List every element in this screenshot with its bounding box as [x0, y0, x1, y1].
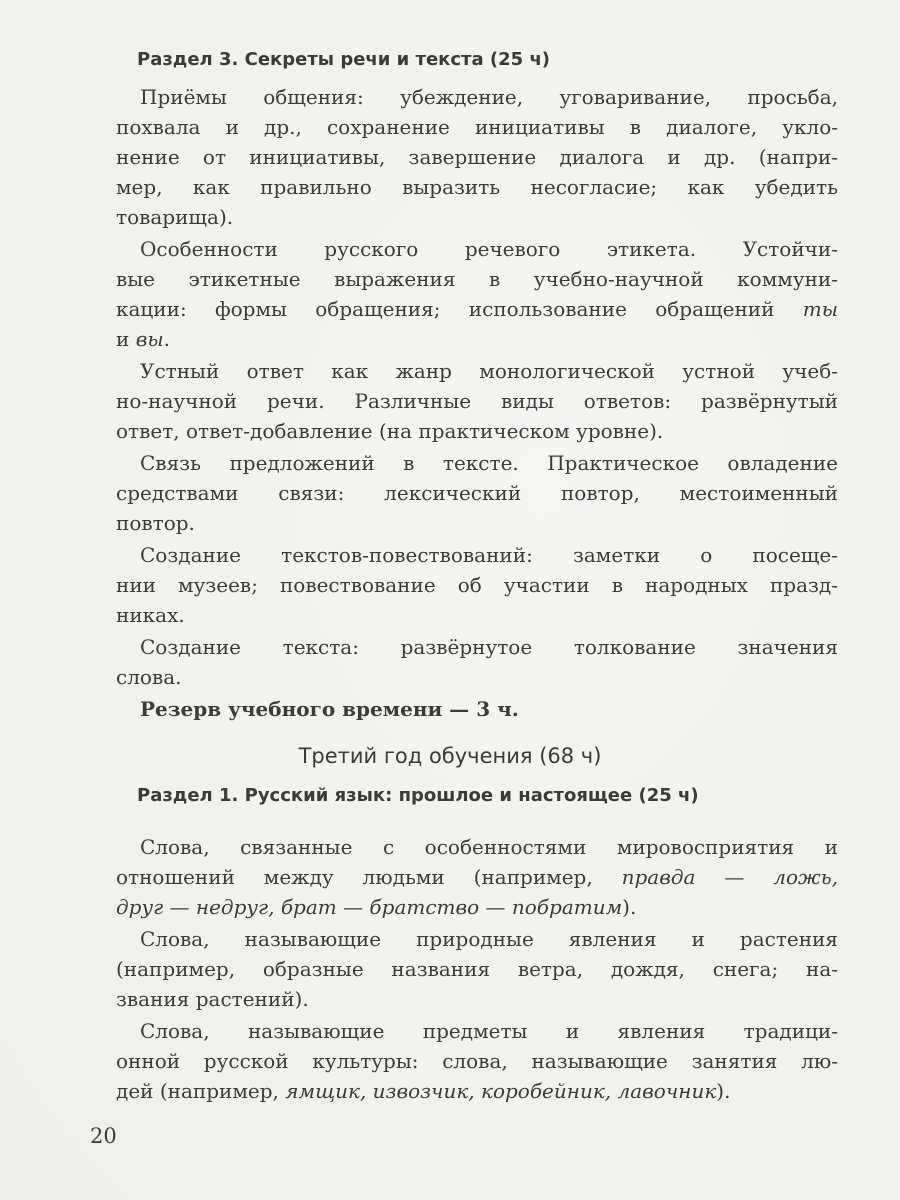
text-segment: отношений между людьми (например, [116, 865, 622, 889]
text-segment: Создание текста: развёрнутое толкование значения [140, 635, 838, 659]
text-line [116, 1076, 838, 1106]
text-segment: кации: формы обращения; использование обращений [116, 297, 803, 321]
text-segment: и [116, 327, 136, 351]
text-segment: средствами связи: лексический повтор, местоименный [116, 481, 838, 505]
paragraph [116, 832, 838, 922]
italic-example: ямщик, извозчик, коробейник, лавочник [285, 1079, 717, 1103]
text-segment: похвала и др., сохранение инициативы в диалоге, укло- [116, 115, 838, 139]
text-line [116, 82, 838, 112]
text-line [116, 600, 838, 630]
italic-example: вы [135, 327, 164, 351]
section-3-heading: Раздел 3. Секреты речи и текста (25 ч) [137, 49, 551, 70]
text-line [116, 294, 838, 324]
text-line [116, 892, 838, 922]
paragraph [116, 82, 838, 232]
text-segment: нии музеев; повествование об участии в народных празд- [116, 573, 838, 597]
text-segment: звания растений). [116, 987, 309, 1011]
text-line [116, 662, 838, 692]
text-line [116, 570, 838, 600]
text-line [116, 540, 838, 570]
text-segment: (например, образные названия ветра, дождя, снега; на- [116, 957, 838, 981]
text-segment: ). [716, 1079, 731, 1103]
paragraph [116, 356, 838, 446]
paragraph [116, 540, 838, 630]
text-line [116, 508, 838, 538]
text-segment: дей (например, [116, 1079, 286, 1103]
text-line [116, 202, 838, 232]
paragraph [116, 1016, 838, 1106]
text-segment: ответ, ответ-добавление (на практическом уровне). [116, 419, 664, 443]
text-line [116, 324, 838, 354]
text-segment: ). [622, 895, 637, 919]
text-segment: Создание текстов-повествований: заметки о посеще- [140, 543, 838, 567]
text-segment: Особенности русского речевого этикета. Устойчи- [140, 237, 838, 261]
text-line [116, 416, 838, 446]
page-number: 20 [90, 1124, 117, 1148]
text-line [116, 1046, 838, 1076]
text-line [116, 448, 838, 478]
text-segment: вые этикетные выражения в учебно-научной коммуни- [116, 267, 838, 291]
text-segment: слова. [116, 665, 182, 689]
section-3-body [116, 82, 838, 724]
text-line [116, 984, 838, 1014]
text-line [116, 862, 838, 892]
text-segment: нение от инициативы, завершение диалога и др. (напри- [116, 145, 838, 169]
italic-example: ты [802, 297, 838, 321]
text-segment: онной русской культуры: слова, называющие занятия лю- [116, 1049, 838, 1073]
text-segment: но-научной речи. Различные виды ответов: развёрнутый [116, 389, 838, 413]
text-segment: Устный ответ как жанр монологической устной учеб- [140, 359, 838, 383]
text-line [116, 478, 838, 508]
text-line [116, 234, 838, 264]
italic-example: правда — ложь, [621, 865, 838, 889]
text-line [116, 1016, 838, 1046]
text-line [116, 112, 838, 142]
text-line [116, 264, 838, 294]
paragraph [116, 694, 838, 724]
section-1-body [116, 832, 838, 1106]
text-line [116, 142, 838, 172]
section-1-heading: Раздел 1. Русский язык: прошлое и настоящее (25 ч) [137, 785, 699, 806]
text-line [116, 832, 838, 862]
text-segment: Резерв учебного времени — 3 ч. [140, 697, 519, 721]
text-segment: Слова, связанные с особенностями мировосприятия и [140, 835, 838, 859]
text-segment: повтор. [116, 511, 195, 535]
text-line [116, 924, 838, 954]
text-segment: Слова, называющие природные явления и растения [140, 927, 838, 951]
text-line [116, 172, 838, 202]
text-segment: товарища). [116, 205, 234, 229]
text-segment: Слова, называющие предметы и явления традици- [140, 1019, 838, 1043]
paragraph [116, 632, 838, 692]
text-segment: Приёмы общения: убеждение, уговаривание, просьба, [140, 85, 838, 109]
text-segment: . [163, 327, 170, 351]
text-segment: мер, как правильно выразить несогласие; как убедить [116, 175, 838, 199]
text-line [116, 694, 838, 724]
year-heading: Третий год обучения (68 ч) [298, 744, 602, 768]
text-line [116, 386, 838, 416]
paragraph [116, 448, 838, 538]
text-segment: Связь предложений в тексте. Практическое овладение [140, 451, 838, 475]
text-line [116, 954, 838, 984]
paragraph [116, 234, 838, 354]
text-line [116, 356, 838, 386]
paragraph [116, 924, 838, 1014]
text-segment: никах. [116, 603, 185, 627]
italic-example: друг — недруг, брат — братство — побратим [116, 895, 623, 919]
text-line [116, 632, 838, 662]
